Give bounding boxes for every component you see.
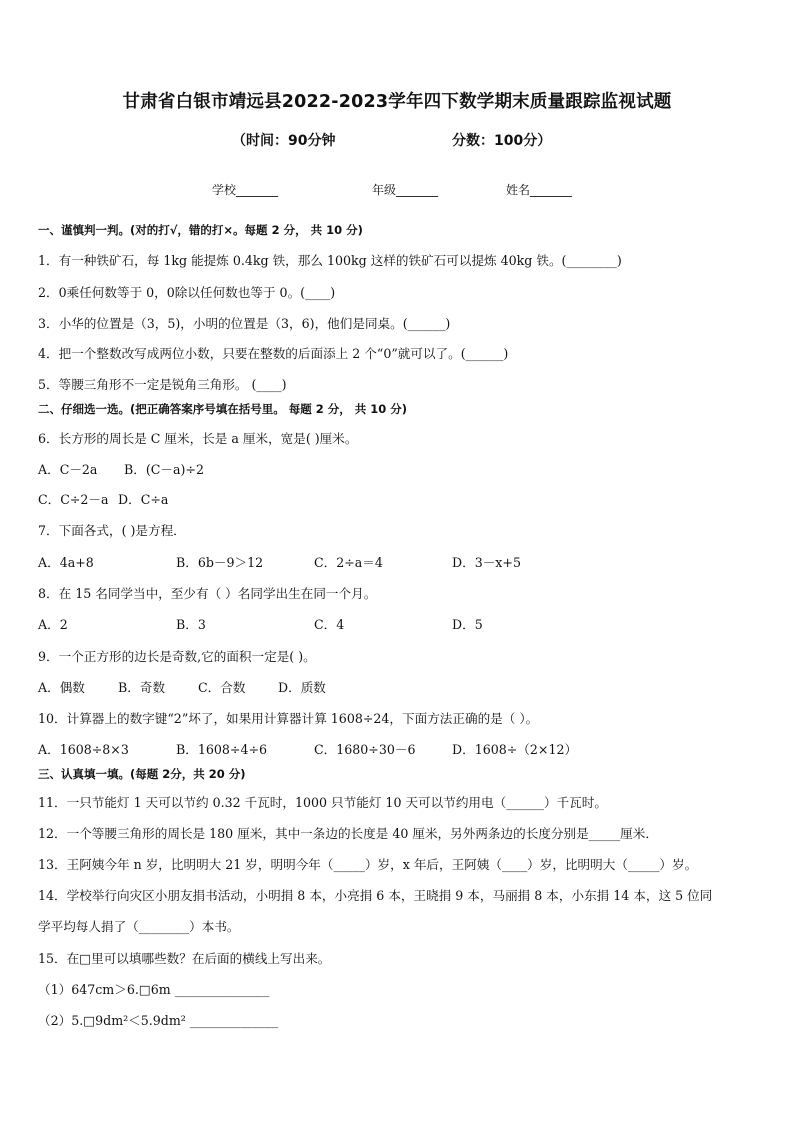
question-8: 8．在 15 名同学当中，至少有（ ）名同学出生在同一个月。 <box>38 586 377 601</box>
question-3: 3．小华的位置是（3，5)，小明的位置是（3，6)，他们是同桌。(______) <box>38 316 451 331</box>
question-8-option-a: A．2 <box>38 617 68 632</box>
question-11: 11．一只节能灯 1 天可以节约 0.32 千瓦时，1000 只节能灯 10 天可以节约用电（______）千瓦时。 <box>38 795 607 810</box>
question-6-option-a: A．C－2a <box>38 462 98 477</box>
question-15: 15．在□里可以填哪些数？在后面的横线上写出来。 <box>38 951 331 966</box>
name-field: 姓名_______ <box>506 183 573 197</box>
exam-time: （时间：90分钟 <box>232 133 336 149</box>
question-10-option-d: D．1608÷（2×12） <box>452 742 578 757</box>
question-1: 1．有一种铁矿石，每 1kg 能提炼 0.4kg 铁，那么 100kg 这样的铁矿石可以提炼 40kg 铁。(________) <box>38 253 622 268</box>
question-7-option-a: A．4a+8 <box>38 555 94 570</box>
question-10-option-c: C．1680÷30－6 <box>314 742 416 757</box>
question-9-option-c: C．合数 <box>198 680 246 695</box>
question-4: 4．把一个整数改写成两位小数，只要在整数的后面添上 2 个“0”就可以了。(______) <box>38 346 509 361</box>
grade-field: 年级_______ <box>372 183 439 197</box>
section-3-heading: 三、认真填一填。(每题 2分，共 20 分) <box>38 767 246 781</box>
question-10-option-a: A．1608÷8×3 <box>38 742 129 757</box>
question-8-option-d: D．5 <box>452 617 483 632</box>
section-1-heading: 一、谨慎判一判。(对的打√，错的打×。每题 2 分， 共 10 分) <box>38 223 363 237</box>
question-15-part-1: （1）647cm＞6.□6m _______________ <box>38 982 270 997</box>
question-7: 7．下面各式，( )是方程． <box>38 523 186 538</box>
question-9-option-a: A．偶数 <box>38 680 85 695</box>
question-8-option-c: C．4 <box>314 617 345 632</box>
question-12: 12．一个等腰三角形的周长是 180 厘米，其中一条边的长度是 40 厘米，另外两条边的长度分别是_____厘米． <box>38 826 658 841</box>
school-field: 学校_______ <box>212 183 279 197</box>
question-7-option-b: B．6b－9＞12 <box>176 555 264 570</box>
section-2-heading: 二、仔细选一选。(把正确答案序号填在括号里。 每题 2 分， 共 10 分) <box>38 402 408 416</box>
question-5: 5．等腰三角形不一定是锐角三角形。 (____) <box>38 377 287 392</box>
question-9-option-b: B．奇数 <box>118 680 166 695</box>
question-15-part-2: （2）5.□9dm²＜5.9dm² ______________ <box>38 1013 279 1028</box>
question-6: 6．长方形的周长是 C 厘米，长是 a 厘米，宽是( )厘米。 <box>38 431 358 446</box>
question-6-option-b: B．(C－a)÷2 <box>124 462 204 477</box>
question-9: 9．一个正方形的边长是奇数,它的面积一定是( )。 <box>38 649 316 664</box>
question-8-option-b: B．3 <box>176 617 206 632</box>
question-10-option-b: B．1608÷4÷6 <box>176 742 268 757</box>
exam-score: 分数：100分） <box>452 133 552 149</box>
question-7-option-c: C．2÷a＝4 <box>314 555 383 570</box>
question-14-line-2: 学平均每人捐了（________）本书。 <box>38 919 240 934</box>
question-10: 10．计算器上的数字键“2”坏了，如果用计算器计算 1608÷24，下面方法正确的是（ ）。 <box>38 711 539 726</box>
question-2: 2．0乘任何数等于 0，0除以任何数也等于 0。(____) <box>38 285 336 300</box>
question-13: 13．王阿姨今年 n 岁，比明明大 21 岁，明明今年（_____）岁，x 年后，王阿姨（____）岁，比明明大（_____）岁。 <box>38 857 698 872</box>
question-14-line-1: 14．学校举行向灾区小朋友捐书活动，小明捐 8 本，小亮捐 6 本，王晓捐 9 本，马丽捐 8 本，小东捐 14 本，这 5 位同 <box>38 888 713 903</box>
question-6-option-d: D．C÷a <box>118 492 169 507</box>
exam-title: 甘肃省白银市靖远县2022-2023学年四下数学期末质量跟踪监视试题 <box>122 92 672 112</box>
question-9-option-d: D．质数 <box>278 680 326 695</box>
question-6-option-c: C．C÷2－a <box>38 492 109 507</box>
question-7-option-d: D．3－x+5 <box>452 555 521 570</box>
